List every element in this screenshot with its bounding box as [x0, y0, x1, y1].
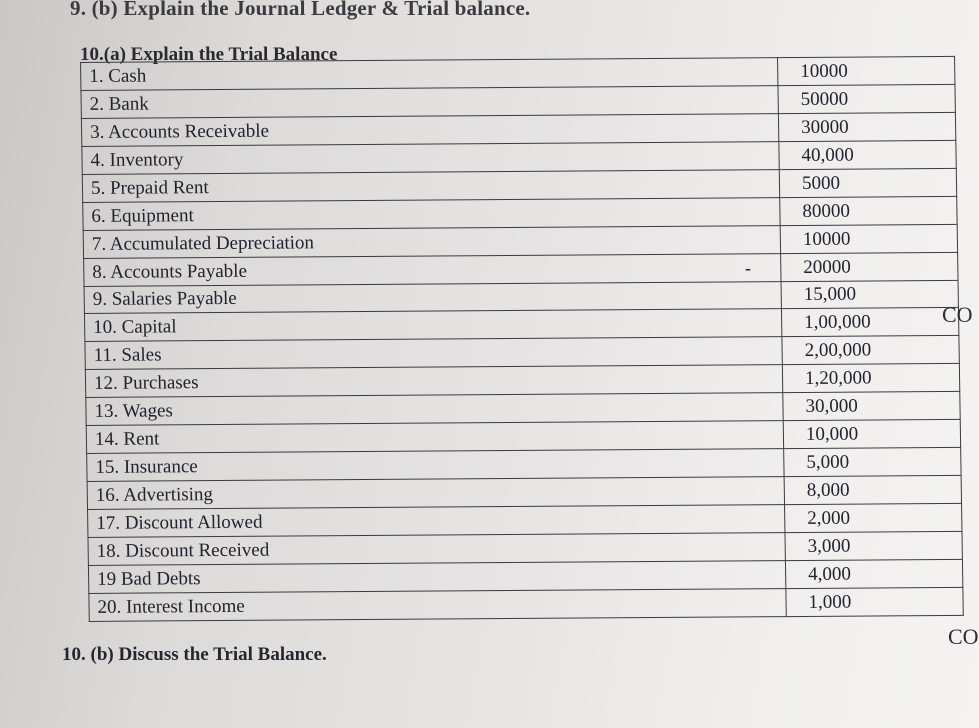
account-name: 8. Accounts Payable — [92, 260, 248, 283]
trial-balance-table — [80, 56, 964, 622]
account-name: 6. Equipment — [91, 204, 194, 227]
amount-cell — [782, 364, 959, 393]
amount-value: 1,000 — [808, 591, 852, 613]
amount-cell — [781, 308, 958, 337]
account-name: 2. Bank — [89, 93, 149, 115]
amount-cell — [780, 196, 957, 225]
amount-cell — [785, 531, 962, 560]
amount-cell — [778, 112, 955, 141]
account-name-cell — [89, 588, 786, 621]
amount-value: 1,00,000 — [804, 311, 871, 334]
amount-value: 2,000 — [807, 507, 851, 529]
amount-value: 50000 — [800, 88, 849, 110]
amount-value: 10000 — [802, 228, 851, 250]
amount-cell — [783, 420, 960, 449]
amount-value: 3,000 — [807, 535, 851, 557]
account-name: 12. Purchases — [93, 372, 199, 395]
course-outcome-mark: CO — [942, 302, 973, 327]
amount-cell — [779, 140, 956, 169]
amount-value: 30000 — [800, 116, 849, 138]
amount-cell — [783, 392, 960, 421]
course-outcome-mark: CO — [948, 624, 979, 649]
amount-cell — [779, 168, 956, 197]
amount-value: 15,000 — [803, 284, 857, 306]
account-name: 14. Rent — [94, 428, 160, 451]
amount-value: 30,000 — [805, 395, 858, 418]
amount-value: 5,000 — [806, 451, 850, 474]
amount-value: 10000 — [800, 60, 848, 82]
account-name: 15. Insurance — [95, 456, 198, 478]
account-name: 4. Inventory — [90, 149, 184, 171]
amount-value: 2,00,000 — [804, 339, 872, 362]
table-row — [89, 587, 963, 621]
account-name: 18. Discount Received — [96, 539, 270, 562]
amount-value: 1,20,000 — [804, 367, 872, 390]
account-name: 20. Interest Income — [97, 595, 245, 618]
amount-cell — [785, 559, 962, 588]
account-name: 19 Bad Debts — [96, 568, 201, 590]
account-name: 13. Wages — [94, 400, 174, 423]
account-name: 11. Sales — [93, 344, 162, 367]
account-name: 17. Discount Allowed — [96, 511, 263, 534]
question-10a: 10.(a) Explain the Trial Balance — [80, 44, 338, 65]
amount-cell — [784, 447, 961, 476]
amount-cell — [782, 336, 959, 365]
amount-cell — [778, 56, 955, 85]
amount-cell — [780, 224, 957, 253]
account-name: 1. Cash — [89, 65, 147, 87]
amount-cell — [778, 84, 955, 113]
account-name: 10. Capital — [93, 316, 177, 339]
amount-value: 8,000 — [806, 479, 850, 501]
amount-value: 4,000 — [807, 563, 852, 585]
question-9b: 9. (b) Explain the Journal Ledger & Trial balance. — [70, 0, 531, 20]
trial-balance-table-wrapper — [80, 56, 935, 622]
amount-value: 20000 — [803, 256, 851, 278]
account-name: 9. Salaries Payable — [92, 288, 237, 311]
amount-cell — [784, 475, 961, 504]
account-name: 7. Accumulated Depreciation — [91, 231, 315, 255]
account-name: 5. Prepaid Rent — [90, 176, 209, 199]
account-name: 16. Advertising — [95, 484, 214, 506]
amount-cell — [781, 280, 958, 309]
amount-value: 40,000 — [801, 144, 854, 166]
amount-cell — [785, 503, 962, 532]
amount-value: 10,000 — [805, 423, 859, 446]
amount-value: 80000 — [802, 200, 851, 222]
handwritten-dash-mark: - — [745, 258, 751, 278]
amount-cell — [786, 587, 963, 616]
amount-value: 5000 — [801, 172, 841, 194]
amount-cell — [781, 252, 958, 281]
account-name: 3. Accounts Receivable — [89, 120, 270, 143]
question-10b: 10. (b) Discuss the Trial Balance. — [62, 644, 327, 665]
